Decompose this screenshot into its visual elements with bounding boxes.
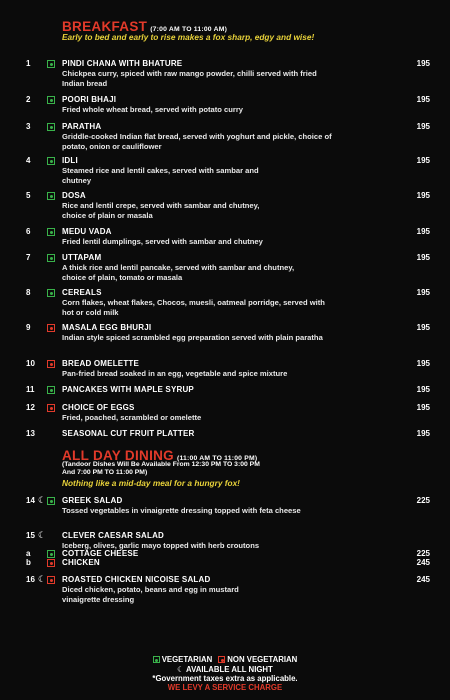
item-number: 15 — [26, 531, 35, 540]
item-number: 4 — [26, 156, 31, 165]
breakfast-tagline: Early to bed and early to rise makes a fox sharp, edgy and wise! — [62, 32, 315, 42]
all-day-tagline: Nothing like a mid-day meal for a hungry fox! — [62, 478, 240, 488]
item-number: 8 — [26, 288, 31, 297]
menu-item — [0, 323, 450, 353]
item-description: Diced chicken, potato, beans and egg in mustard vinaigrette dressing — [62, 585, 239, 604]
item-name: MEDU VADA — [62, 227, 112, 236]
item-description: A thick rice and lentil pancake, served with sambar and chutney, choice of plain, tomato or masala — [62, 263, 295, 282]
item-name: ROASTED CHICKEN NICOISE SALAD — [62, 575, 211, 584]
item-name: PANCAKES WITH MAPLE SYRUP — [62, 385, 194, 394]
veg-icon — [47, 289, 55, 297]
menu-item — [0, 95, 450, 125]
item-number: b — [26, 558, 31, 567]
item-price: 195 — [416, 59, 430, 68]
veg-icon — [47, 497, 55, 505]
moon-icon: ☾ — [38, 495, 47, 505]
item-name: COTTAGE CHEESE — [62, 549, 139, 558]
veg-icon — [47, 157, 55, 165]
menu-item — [0, 288, 450, 318]
item-number: 5 — [26, 191, 31, 200]
item-price: 195 — [416, 323, 430, 332]
item-name: MASALA EGG BHURJI — [62, 323, 152, 332]
item-price: 245 — [416, 558, 430, 567]
service-charge-note: WE LEVY A SERVICE CHARGE — [167, 683, 283, 692]
item-description: Indian style spiced scrambled egg preparation served with plain paratha — [62, 333, 323, 342]
item-price: 245 — [416, 575, 430, 584]
item-number: 6 — [26, 227, 31, 236]
veg-icon — [47, 386, 55, 394]
veg-icon — [153, 656, 160, 663]
item-name: DOSA — [62, 191, 86, 200]
menu-item — [0, 59, 450, 89]
item-price: 195 — [416, 156, 430, 165]
tax-note: *Government taxes extra as applicable. — [152, 674, 298, 683]
item-description: Tossed vegetables in vinaigrette dressing topped with feta cheese — [62, 506, 301, 515]
item-name: IDLI — [62, 156, 78, 165]
item-price: 195 — [416, 359, 430, 368]
item-price: 195 — [416, 403, 430, 412]
item-name: PARATHA — [62, 122, 102, 131]
item-description: Corn flakes, wheat flakes, Chocos, muesli, oatmeal porridge, served with hot or cold milk — [62, 298, 325, 317]
item-description: Griddle-cooked Indian flat bread, served with yoghurt and pickle, choice of potato, onion or cauliflower — [62, 132, 332, 151]
item-name: CLEVER CAESAR SALAD — [62, 531, 165, 540]
item-number: 2 — [26, 95, 31, 104]
all-day-time: (11:00 AM TO 11:00 PM) — [176, 455, 258, 462]
all-day-title: ALL DAY DINING — [62, 448, 174, 463]
item-number: 10 — [26, 359, 35, 368]
item-description: Iceberg, olives, garlic mayo topped with herb croutons — [62, 541, 260, 550]
item-description: Fried lentil dumplings, served with sambar and chutney — [62, 237, 263, 246]
item-description: Steamed rice and lentil cakes, served with sambar and chutney — [62, 166, 259, 185]
item-number: 7 — [26, 253, 31, 262]
veg-icon — [47, 96, 55, 104]
tandoor-note-line1: (Tandoor Dishes Will Be Available From 12:30 PM TO 3:00 PM — [62, 461, 260, 468]
menu-item — [0, 496, 450, 526]
item-price: 195 — [416, 95, 430, 104]
menu-item — [0, 191, 450, 221]
item-number: a — [26, 549, 31, 558]
item-name: SEASONAL CUT FRUIT PLATTER — [62, 429, 195, 438]
legend-all-night-label: AVAILABLE ALL NIGHT — [186, 665, 273, 674]
veg-icon — [47, 192, 55, 200]
item-description: Fried whole wheat bread, served with potato curry — [62, 105, 244, 114]
item-number: 14 — [26, 496, 35, 505]
item-price: 195 — [416, 288, 430, 297]
menu-item — [0, 253, 450, 283]
item-name: CHOICE OF EGGS — [62, 403, 135, 412]
item-number: 3 — [26, 122, 31, 131]
item-description: Chickpea curry, spiced with raw mango powder, chilli served with fried Indian bread — [62, 69, 317, 88]
item-number: 1 — [26, 59, 31, 68]
non-veg-icon — [47, 404, 55, 412]
item-description: Fried, poached, scrambled or omelette — [62, 413, 202, 422]
menu-item — [0, 156, 450, 186]
item-number: 13 — [26, 429, 35, 438]
breakfast-title: BREAKFAST — [62, 19, 148, 34]
non-veg-icon — [47, 559, 55, 567]
item-name: PINDI CHANA WITH BHATURE — [62, 59, 183, 68]
item-name: UTTAPAM — [62, 253, 102, 262]
item-number: 16 — [26, 575, 35, 584]
veg-icon — [47, 550, 55, 558]
item-price: 195 — [416, 191, 430, 200]
item-price: 195 — [416, 385, 430, 394]
menu-item — [0, 122, 450, 152]
item-price: 195 — [416, 253, 430, 262]
item-price: 195 — [416, 122, 430, 131]
non-veg-icon — [47, 576, 55, 584]
non-veg-icon — [47, 360, 55, 368]
item-price: 225 — [416, 496, 430, 505]
item-number: 12 — [26, 403, 35, 412]
moon-icon: ☾ — [38, 574, 47, 584]
item-description: Pan-fried bread soaked in an egg, vegetable and spice mixture — [62, 369, 288, 378]
tandoor-note-line2: And 7:00 PM TO 11:00 PM) — [62, 469, 148, 476]
item-name: POORI BHAJI — [62, 95, 117, 104]
non-veg-icon — [47, 324, 55, 332]
item-name: CHICKEN — [62, 558, 100, 567]
veg-icon — [47, 228, 55, 236]
item-price: 195 — [416, 429, 430, 438]
breakfast-time: (7:00 AM TO 11:00 AM) — [150, 26, 228, 33]
non-veg-icon — [218, 656, 225, 663]
legend-nonveg-label: NON VEGETARIAN — [227, 655, 298, 664]
veg-icon — [47, 123, 55, 131]
item-number: 11 — [26, 385, 35, 394]
menu-sub-item — [0, 558, 450, 568]
legend-veg-label: VEGETARIAN — [161, 655, 213, 664]
item-price: 225 — [416, 549, 430, 558]
moon-icon: ☾ — [177, 665, 187, 674]
item-name: BREAD OMELETTE — [62, 359, 140, 368]
item-number: 9 — [26, 323, 31, 332]
veg-icon — [47, 254, 55, 262]
menu-item — [0, 575, 450, 605]
item-description: Rice and lentil crepe, served with sambar and chutney, choice of plain or masala — [62, 201, 260, 220]
diet-legend — [0, 655, 450, 665]
moon-icon: ☾ — [38, 530, 47, 540]
item-price: 195 — [416, 227, 430, 236]
item-name: CEREALS — [62, 288, 102, 297]
veg-icon — [47, 60, 55, 68]
item-name: GREEK SALAD — [62, 496, 123, 505]
